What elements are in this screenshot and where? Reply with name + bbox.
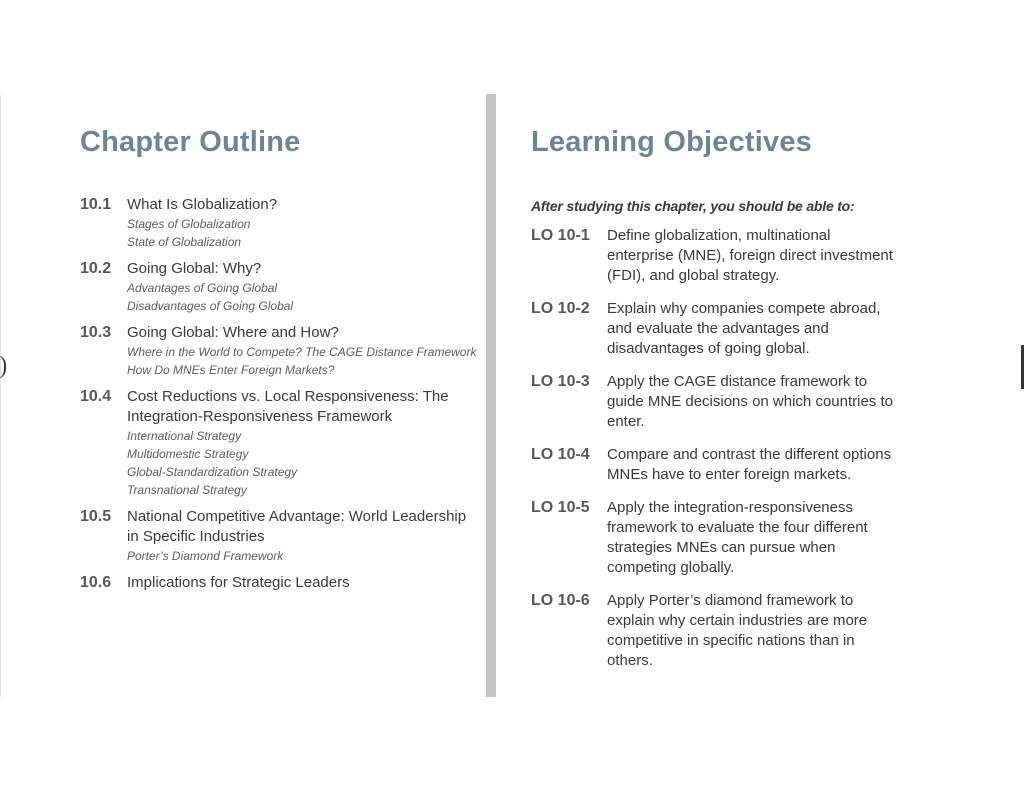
outline-section — [80, 259, 480, 315]
subsection-item: Transnational Strategy — [127, 483, 247, 497]
subsection-list — [127, 547, 480, 565]
subsection-item: Advantages of Going Global — [127, 281, 278, 295]
section-title: Going Global: Where and How? — [127, 324, 339, 341]
section-title: What Is Globalization? — [127, 196, 278, 213]
section-body — [127, 573, 480, 593]
section-body — [127, 507, 480, 565]
subsection-item: State of Globalization — [127, 235, 242, 249]
objective-text: Define globalization, multinational enterprise (MNE), foreign direct investment (FDI), and global strategy. — [607, 227, 893, 284]
subsection-item: Global-Standardization Strategy — [127, 465, 298, 479]
section-title: Implications for Strategic Leaders — [127, 574, 350, 591]
objective-code: LO 10-5 — [531, 499, 590, 516]
objective-text: Apply the integration-responsiveness framework to evaluate the four different strategies MNEs can pursue when competing globally. — [607, 499, 868, 576]
subsection-item: Stages of Globalization — [127, 217, 251, 231]
subsection-item: How Do MNEs Enter Foreign Markets? — [127, 363, 335, 377]
objectives-intro: After studying this chapter, you should be able to: — [531, 198, 855, 214]
subsection-list — [127, 427, 480, 499]
subsection-item: Multidomestic Strategy — [127, 447, 249, 461]
learning-objectives-panel — [531, 196, 901, 684]
section-title: National Competitive Advantage: World Leadership in Specific Industries — [127, 508, 467, 545]
objective-text: Explain why companies compete abroad, and evaluate the advantages and disadvantages of going global. — [607, 300, 881, 357]
objectives-list — [531, 226, 901, 671]
section-number: 10.2 — [80, 260, 112, 277]
left-margin-rule — [0, 95, 1, 697]
subsection-list — [127, 279, 480, 315]
objective-text: Apply the CAGE distance framework to guide MNE decisions on which countries to enter. — [607, 373, 893, 430]
section-title: Going Global: Why? — [127, 260, 262, 277]
objective-text: Apply Porter’s diamond framework to explain why certain industries are more competitive in specific nations than in others. — [607, 592, 868, 669]
subsection-list — [127, 215, 480, 251]
outline-section — [80, 573, 480, 593]
section-body — [127, 387, 480, 499]
objective-code: LO 10-1 — [531, 227, 590, 244]
objective-item — [531, 226, 901, 286]
objective-item — [531, 299, 901, 359]
section-number: 10.1 — [80, 196, 112, 213]
column-divider — [486, 94, 496, 697]
subsection-item: Disadvantages of Going Global — [127, 299, 294, 313]
objective-text: Compare and contrast the different options MNEs have to enter foreign markets. — [607, 446, 892, 483]
outline-section — [80, 387, 480, 499]
objective-item — [531, 445, 901, 485]
learning-objectives-heading: Learning Objectives — [531, 126, 812, 158]
section-body — [127, 259, 480, 315]
section-title: Cost Reductions vs. Local Responsiveness: The Integration-Responsiveness Framework — [127, 388, 449, 425]
outline-section — [80, 195, 480, 251]
objective-code: LO 10-3 — [531, 373, 590, 390]
objective-item — [531, 498, 901, 578]
subsection-list — [127, 343, 480, 379]
subsection-item: Where in the World to Compete? The CAGE Distance Framework — [127, 345, 477, 359]
objective-code: LO 10-6 — [531, 592, 590, 609]
objective-item — [531, 372, 901, 432]
section-number: 10.3 — [80, 324, 112, 341]
chapter-outline-list — [80, 195, 480, 601]
objective-item — [531, 591, 901, 671]
objective-code: LO 10-2 — [531, 300, 590, 317]
outline-section — [80, 507, 480, 565]
subsection-item: Porter’s Diamond Framework — [127, 549, 284, 563]
chapter-outline-heading: Chapter Outline — [80, 126, 301, 158]
section-body — [127, 323, 480, 379]
section-body — [127, 195, 480, 251]
subsection-item: International Strategy — [127, 429, 242, 443]
outline-section — [80, 323, 480, 379]
section-number: 10.4 — [80, 388, 112, 405]
objective-code: LO 10-4 — [531, 446, 590, 463]
section-number: 10.5 — [80, 508, 112, 525]
page-edge-mark-left — [0, 355, 6, 379]
section-number: 10.6 — [80, 574, 112, 591]
